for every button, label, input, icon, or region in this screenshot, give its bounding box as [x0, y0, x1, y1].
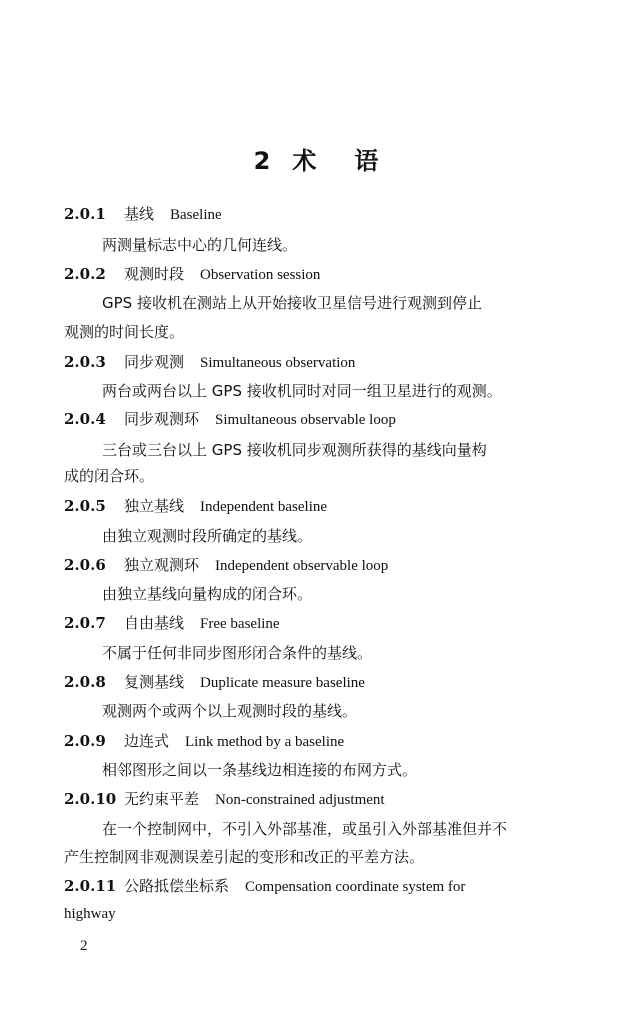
- term-definition: 在一个控制网中，不引入外部基准，或虽引入外部基准但并不: [102, 820, 508, 838]
- term-heading: [64, 789, 385, 809]
- term-definition: 由独立基线向量构成的闭合环。: [102, 585, 313, 603]
- term-number: 2.0.6: [64, 556, 106, 574]
- term-zh: 无约束平差: [124, 790, 200, 808]
- term-definition: 相邻图形之间以一条基线边相连接的布网方式。: [102, 761, 418, 779]
- term-en: Independent observable loop: [215, 558, 389, 574]
- term-definition: GPS 接收机在测站上从开始接收卫星信号进行观测到停止: [102, 294, 482, 312]
- term-definition: 两测量标志中心的几何连线。: [102, 236, 298, 254]
- term-heading: [64, 409, 396, 429]
- chapter-title-part2: 语: [354, 147, 381, 175]
- term-en-continued: highway: [64, 906, 116, 922]
- chapter-number: 2: [253, 147, 273, 175]
- term-definition-continued: 观测的时间长度。: [64, 323, 185, 341]
- term-heading: [64, 555, 388, 575]
- term-en: Independent baseline: [200, 499, 328, 515]
- term-definition: 观测两个或两个以上观测时段的基线。: [102, 702, 358, 720]
- term-heading: [64, 876, 465, 896]
- term-heading: [64, 352, 355, 372]
- term-zh: 独立观测环: [124, 556, 200, 574]
- term-number: 2.0.3: [64, 353, 106, 371]
- term-zh: 公路抵偿坐标系: [124, 877, 230, 895]
- term-heading: [64, 731, 344, 751]
- term-heading: [64, 496, 327, 516]
- term-en: Simultaneous observation: [200, 355, 356, 371]
- term-zh: 自由基线: [124, 614, 185, 632]
- page-number: 2: [80, 938, 88, 954]
- chapter-title-part1: 术: [292, 147, 319, 175]
- term-en: Duplicate measure baseline: [200, 675, 365, 691]
- term-zh: 边连式: [124, 732, 170, 750]
- term-definition: 两台或两台以上 GPS 接收机同时对同一组卫星进行的观测。: [102, 382, 502, 400]
- term-zh: 同步观测: [124, 353, 185, 371]
- term-number: 2.0.10: [64, 790, 117, 808]
- term-en: Non-constrained adjustment: [215, 792, 385, 808]
- term-number: 2.0.2: [64, 265, 106, 283]
- term-heading: [64, 672, 365, 692]
- term-number: 2.0.11: [64, 877, 117, 895]
- chapter-title: [0, 141, 634, 176]
- term-number: 2.0.5: [64, 497, 106, 515]
- term-number: 2.0.4: [64, 410, 106, 428]
- term-en: Baseline: [170, 207, 222, 223]
- term-en: Compensation coordinate system for: [245, 879, 466, 895]
- term-zh: 观测时段: [124, 265, 185, 283]
- term-zh: 独立基线: [124, 497, 185, 515]
- term-definition-continued: 成的闭合环。: [64, 467, 155, 485]
- term-heading: [64, 204, 222, 224]
- term-en: Free baseline: [200, 616, 280, 632]
- term-heading: [64, 264, 320, 284]
- term-zh: 同步观测环: [124, 410, 200, 428]
- term-number: 2.0.8: [64, 673, 106, 691]
- term-number: 2.0.9: [64, 732, 106, 750]
- term-heading: [64, 613, 280, 633]
- term-number: 2.0.7: [64, 614, 106, 632]
- term-en: Simultaneous observable loop: [215, 412, 396, 428]
- term-definition: 不属于任何非同步图形闭合条件的基线。: [102, 644, 373, 662]
- term-definition: 三台或三台以上 GPS 接收机同步观测所获得的基线向量构: [102, 441, 487, 459]
- term-definition-continued: 产生控制网非观测误差引起的变形和改正的平差方法。: [64, 848, 425, 866]
- term-zh: 基线: [124, 205, 155, 223]
- term-en: Observation session: [200, 267, 321, 283]
- term-number: 2.0.1: [64, 205, 106, 223]
- term-zh: 复测基线: [124, 673, 185, 691]
- term-en: Link method by a baseline: [185, 734, 345, 750]
- term-definition: 由独立观测时段所确定的基线。: [102, 527, 313, 545]
